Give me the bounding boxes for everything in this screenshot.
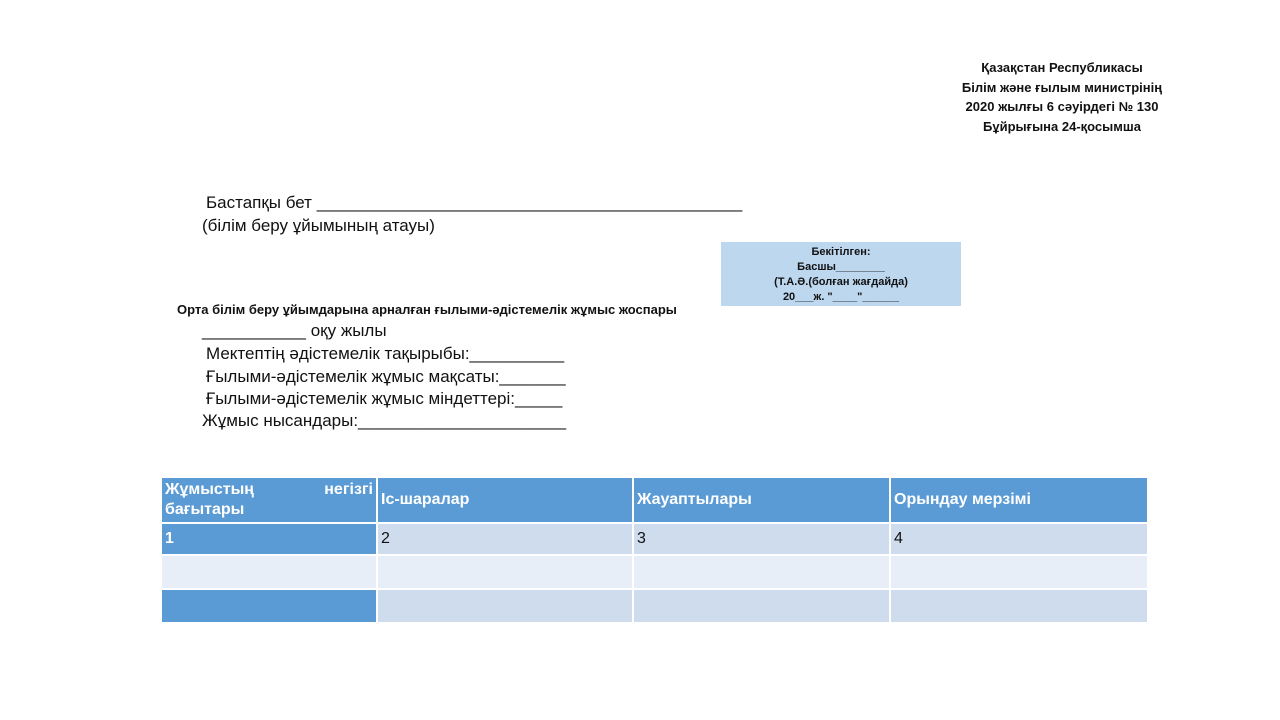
approval-box xyxy=(721,242,961,306)
column-header-activities: Іс-шаралар xyxy=(377,477,633,523)
table-row xyxy=(161,555,1148,589)
header-line-3: 2020 жылғы 6 сәуірдегі № 130 xyxy=(965,99,1159,114)
table-header-row xyxy=(161,477,1148,523)
table-cell[interactable] xyxy=(377,589,633,623)
header-line-4: Бұйрығына 24-қосымша xyxy=(983,118,1141,134)
approval-line-1: Бекітілген: xyxy=(811,246,871,258)
work-tasks-field[interactable]: Ғылыми-әдістемелік жұмыс міндеттері:_____ xyxy=(206,389,563,408)
table-row xyxy=(161,523,1148,555)
header-directions-line2: бағытары xyxy=(165,501,245,518)
table-cell[interactable]: 4 xyxy=(890,523,1148,555)
plan-title: Орта білім беру ұйымдарына арналған ғылыми-әдістемелік жұмыс жоспары xyxy=(177,302,677,317)
title-page-line[interactable]: Бастапқы бет _____________________________________________ xyxy=(206,193,743,212)
table-cell[interactable] xyxy=(890,555,1148,589)
table-cell[interactable]: 3 xyxy=(633,523,890,555)
approval-line-4[interactable]: 20___ж. "____"______ xyxy=(782,291,900,303)
school-year-field[interactable]: ___________ оқу жылы xyxy=(202,321,387,340)
table-cell[interactable] xyxy=(377,555,633,589)
work-goal-field[interactable]: Ғылыми-әдістемелік жұмыс мақсаты:_______ xyxy=(206,367,566,386)
table-cell[interactable] xyxy=(161,555,377,589)
method-topic-field[interactable]: Мектептің әдістемелік тақырыбы:__________ xyxy=(206,344,565,363)
approval-line-2[interactable]: Басшы________ xyxy=(797,261,885,273)
table-cell[interactable]: 2 xyxy=(377,523,633,555)
approval-line-3: (Т.А.Ә.(болған жағдайда) xyxy=(774,276,908,288)
work-forms-field[interactable]: Жұмыс нысандары:______________________ xyxy=(202,411,567,430)
column-header-directions xyxy=(161,477,377,523)
plan-table xyxy=(160,476,1149,624)
table-cell[interactable] xyxy=(890,589,1148,623)
column-header-responsible: Жауаптылары xyxy=(633,477,890,523)
header-line-2: Білім және ғылым министрінің xyxy=(961,79,1163,95)
header-line-1: Қазақстан Республикасы xyxy=(981,60,1143,75)
org-name-hint: (білім беру ұйымының атауы) xyxy=(202,216,435,235)
table-row xyxy=(161,589,1148,623)
table-cell[interactable] xyxy=(161,589,377,623)
table-cell[interactable] xyxy=(633,589,890,623)
table-cell[interactable] xyxy=(633,555,890,589)
table-cell[interactable]: 1 xyxy=(161,523,377,555)
header-directions-word1: Жұмыстың xyxy=(165,481,254,498)
header-directions-word2: негізгі xyxy=(324,481,373,498)
column-header-deadline: Орындау мерзімі xyxy=(890,477,1148,523)
order-annex-header xyxy=(930,58,1194,136)
